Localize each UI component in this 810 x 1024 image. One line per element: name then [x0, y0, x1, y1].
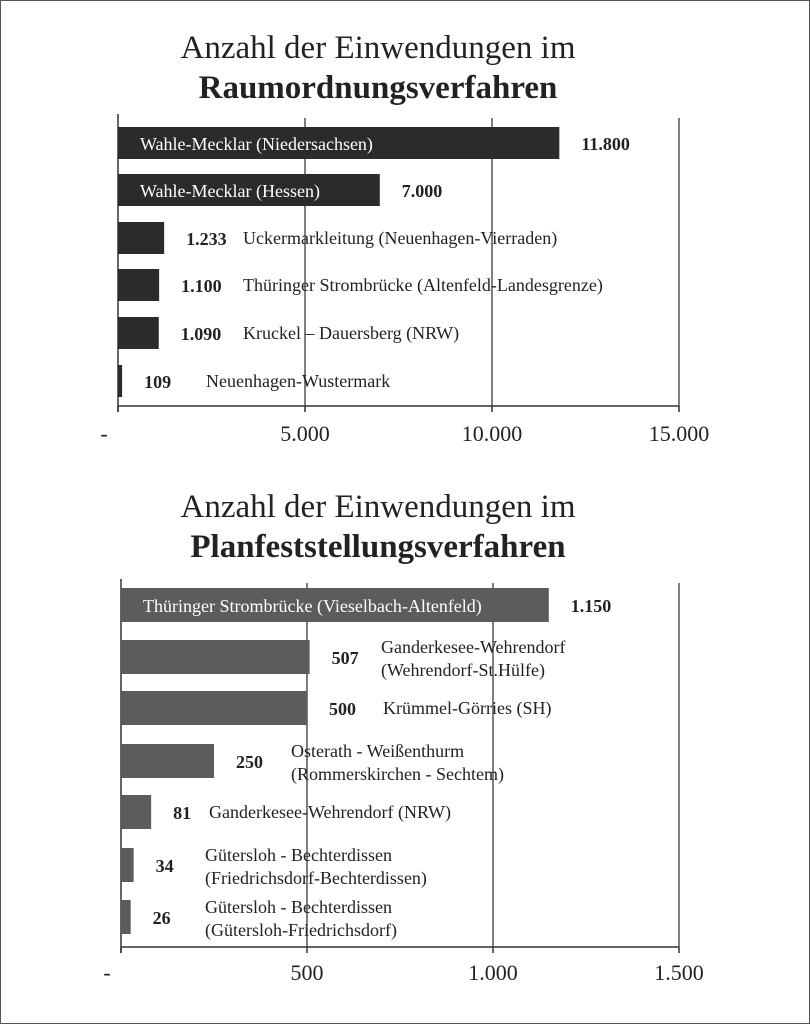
category-label: (Rommerskirchen - Sechtem) [291, 764, 504, 784]
category-label: Kruckel – Dauersberg (NRW) [243, 323, 460, 343]
tick-label: 500 [290, 960, 324, 985]
bar [118, 365, 122, 397]
tick-label: - [100, 421, 108, 446]
category-label: (Gütersloh-Friedrichsdorf) [205, 920, 397, 940]
category-label: Thüringer Strombrücke (Altenfeld-Landesgrenze) [243, 275, 603, 295]
tick-label: 5.000 [280, 421, 330, 446]
data-label: 81 [173, 803, 192, 823]
bar [121, 795, 151, 829]
bar [118, 222, 164, 254]
data-label: 1.090 [180, 324, 222, 344]
data-label: 507 [331, 648, 359, 668]
chart-raumordnung [100, 30, 709, 446]
bar [118, 317, 159, 349]
bar [121, 900, 131, 934]
category-label: Gütersloh - Bechterdissen [205, 897, 392, 917]
category-label: Thüringer Strombrücke (Vieselbach-Altenfeld) [143, 596, 482, 616]
chart-title-line1: Anzahl der Einwendungen im [180, 30, 576, 66]
chart-planfeststellung [103, 489, 703, 985]
data-label: 500 [329, 699, 356, 719]
category-label: Gütersloh - Bechterdissen [205, 845, 392, 865]
category-label: Wahle-Mecklar (Niedersachsen) [140, 134, 373, 154]
category-label: (Friedrichsdorf-Bechterdissen) [205, 868, 427, 888]
data-label: 109 [144, 372, 172, 392]
bar [121, 640, 310, 674]
data-label: 1.100 [181, 276, 222, 296]
data-label: 7.000 [401, 181, 443, 201]
bar [118, 269, 159, 301]
tick-label: 15.000 [648, 421, 710, 446]
bar [121, 691, 307, 725]
chart-title-line2: Raumordnungsverfahren [198, 70, 558, 106]
data-label: 11.800 [581, 134, 630, 154]
tick-label: - [103, 960, 111, 985]
data-label: 26 [152, 908, 171, 928]
data-label: 1.150 [570, 596, 612, 616]
bar [121, 848, 134, 882]
category-label: Uckermarkleitung (Neuenhagen-Vierraden) [243, 228, 558, 248]
category-label: Krümmel-Görries (SH) [383, 698, 552, 718]
tick-label: 10.000 [461, 421, 523, 446]
bar [121, 744, 214, 778]
category-label: Neuenhagen-Wustermark [206, 371, 391, 391]
data-label: 250 [236, 752, 263, 772]
category-label: Ganderkesee-Wehrendorf [381, 637, 566, 657]
category-label: (Wehrendorf-St.Hülfe) [381, 660, 545, 680]
tick-label: 1.500 [654, 960, 704, 985]
category-label: Wahle-Mecklar (Hessen) [140, 181, 320, 201]
data-label: 34 [155, 856, 174, 876]
tick-label: 1.000 [468, 960, 518, 985]
chart-title-line2: Planfeststellungsverfahren [190, 529, 566, 565]
category-label: Ganderkesee-Wehrendorf (NRW) [209, 802, 451, 822]
data-label: 1.233 [186, 229, 227, 249]
category-label: Osterath - Weißenthurm [291, 741, 465, 761]
chart-title-line1: Anzahl der Einwendungen im [180, 489, 576, 525]
